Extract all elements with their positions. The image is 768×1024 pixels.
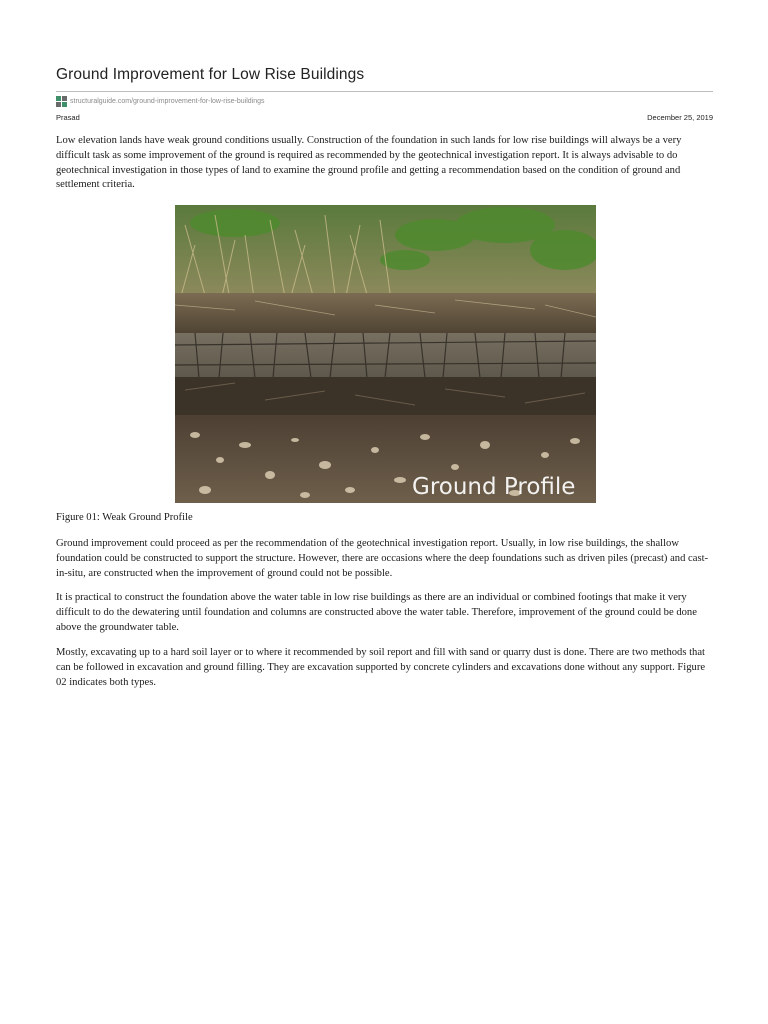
- paragraph: Ground improvement could proceed as per the recommendation of the geotechnical investigation report. Usually, in low rise buildings, the shallow foundation could be constructed to support the structure. However, there are occasions where the deep foundations such as driven piles (precast) and cast-in-situ, are constructed when the improvement of ground could not be possible.: [56, 538, 709, 579]
- figure-caption: Figure 01: Weak Ground Profile: [56, 512, 193, 523]
- publish-date: December 25, 2019: [647, 113, 713, 122]
- paragraph: Mostly, excavating up to a hard soil layer or to where it recommended by soil report and fill with sand or quarry dust is done. There are two methods that can be followed in excavation and ground filling. They are excavation supported by concrete cylinders and excavations done without any support. Figure 02 indicates both types.: [56, 647, 706, 688]
- site-logo-icon: [56, 96, 67, 107]
- paragraph: It is practical to construct the foundation above the water table in low rise buildings as there are an individual or combined footings that make it very difficult to do the dewatering until foundation and columns are constructed above the water table. Therefore, improvement of the ground could be done above the groundwater table.: [56, 592, 697, 633]
- title-divider: [56, 91, 713, 92]
- article-title: Ground Improvement for Low Rise Buildings: [56, 66, 365, 83]
- author-name: Prasad: [56, 113, 80, 122]
- paragraph: Low elevation lands have weak ground conditions usually. Construction of the foundation in such lands for low rise buildings will always be a very difficult task as some improvement of the ground is required as recommended by the geotechnical investigation report. It is always advisable to do geotechnical investigation in those types of land to examine the ground profile and getting a recommendation based on the condition of ground and settlement criteria.: [56, 135, 682, 191]
- figure-overlay-text: Ground Profile: [412, 474, 576, 500]
- ground-profile-image: [175, 205, 596, 503]
- source-row: [56, 95, 265, 107]
- ground-profile-photo: [175, 205, 596, 503]
- source-url-link[interactable]: structuralguide.com/ground-improvement-for-low-rise-buildings: [70, 97, 265, 105]
